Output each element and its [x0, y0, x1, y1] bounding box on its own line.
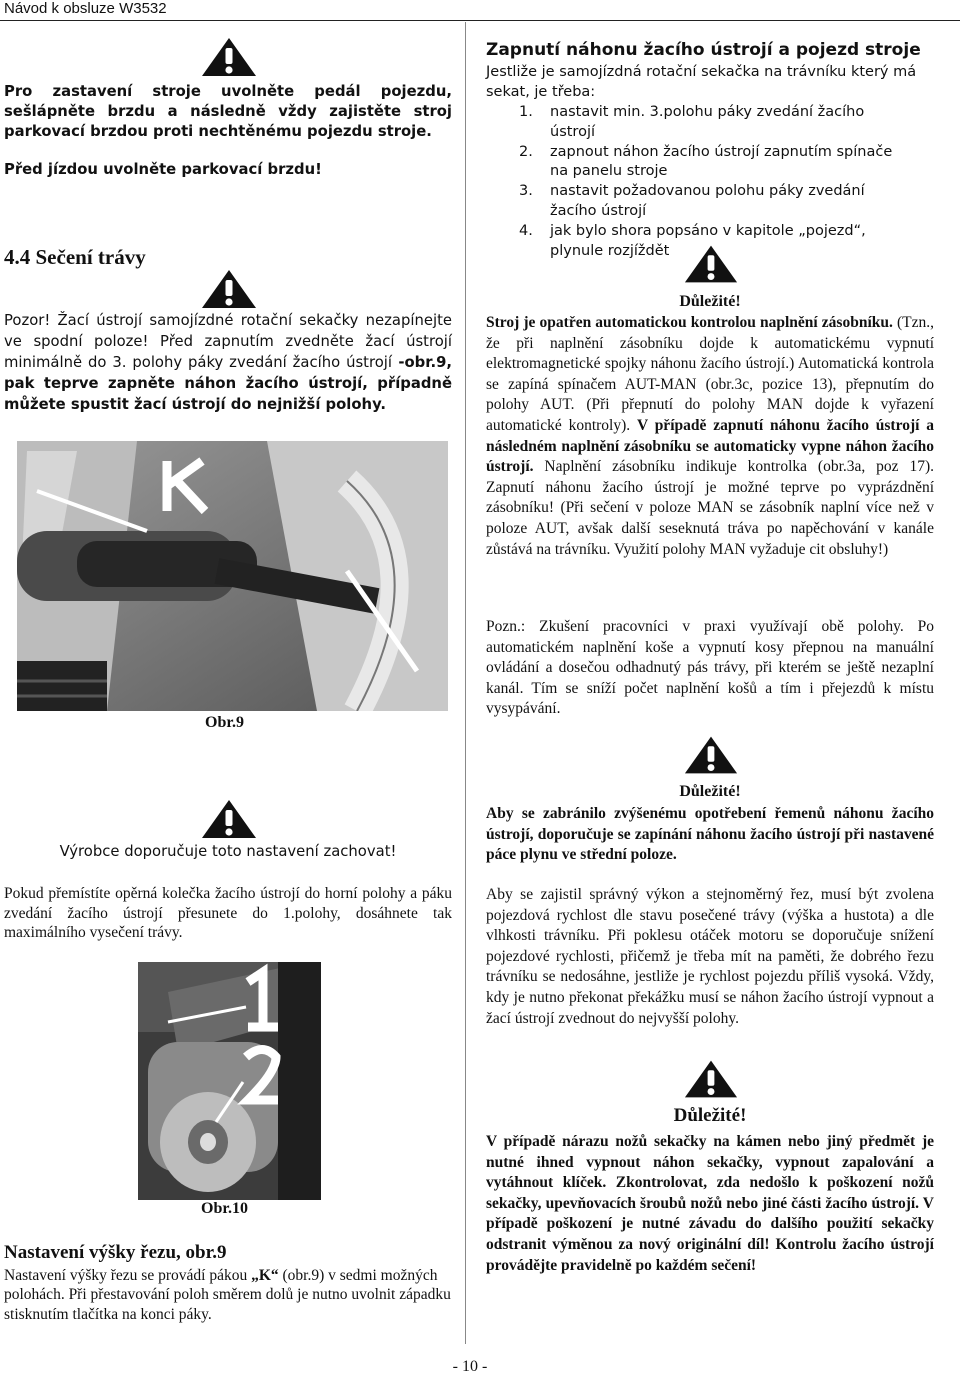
important-heading: Důležité! — [679, 783, 741, 800]
warning-icon — [683, 734, 739, 776]
list-item: 2. zapnout náhon žacího ústrojí zapnutím spínače na panelu stroje — [519, 143, 893, 180]
warning-icon — [683, 1058, 739, 1100]
manual-title: Návod k obsluze W3532 — [4, 0, 167, 17]
warning-icon — [200, 798, 258, 840]
list-item: 4. jak bylo shora popsáno v kapitole „pojezd“, plynule rozjíždět — [519, 222, 866, 259]
belt-warning: Aby se zabránilo zvýšenému opotřebení řemenů náhonu žacího ústrojí, doporučuje se zapínání náhonu žacího ústrojí při nastavené páce plynu ve střední poloze. — [486, 805, 934, 864]
speed-text: Aby se zajistil správný výkon a stejnoměrný řez, musí být zvolena pojezdová rychlost dle stavu posečené trávy (výška a hustota) a dle vlhkosti trávníku. Při poklesu otáček motoru se doporučuje snížení pojezdové rychlosti, přičemž je třeba mít na paměti, že dobrého řezu trávníku se nedosáhne, jestliže je rychlost pojezdu příliš vysoká. Vždy, kdy je nutno překonat překážku musí se náhon žacího ústrojí vypnout a žací ústrojí zvednout do nejvyšší polohy. — [486, 886, 934, 1027]
wheel-illustration — [138, 962, 321, 1200]
figure-caption: Obr.10 — [201, 1200, 248, 1217]
column-divider — [465, 22, 466, 1344]
list-item: 1. nastavit min. 3.polohu páky zvedání žacího ústrojí — [519, 104, 865, 140]
warning-icon — [200, 36, 258, 78]
section-title: Zapnutí náhonu žacího ústrojí a pojezd stroje — [486, 40, 921, 60]
impact-warning: V případě nárazu nožů sekačky na kámen nebo jiný předmět je nutné ihned vypnout náhon sekačky, vypnout zapalování a vytáhnout klíček. Zkontrolovat, zda nedošlo k poškození nožů sekačky, upevňovacích šroubů nožů nebo jiné části žacího ústrojí. V případě poškození je nutné závadu do dalšího použití sekačky odstranit výměnou za nový originální díl! Kontrolu žacího ústrojí provádějte pravidelně po každém sečení! — [486, 1133, 934, 1274]
important-heading: Důležité! — [679, 293, 741, 310]
mowing-warning: Pozor! Žací ústrojí samojízdné rotační sekačky nezapínejte ve spodní poloze! Před zapnutím zvedněte žací ústrojí minimálně do 3. polohy páky zvedání žacího ústrojí -obr.9, pak teprve zapněte náhon žacího ústrojí, případně můžete spustit žací ústrojí do nejnižší polohy. — [4, 312, 452, 413]
lever-illustration — [17, 441, 448, 711]
manufacturer-recommendation: Výrobce doporučuje toto nastavení zachovat! — [59, 843, 397, 860]
important-heading: Důležité! — [673, 1105, 747, 1126]
auto-control-text: Stroj je opatřen automatickou kontrolou naplnění zásobníku. (Tzn., že při naplnění zásobníku dojde k automatickému vypnutí elektromagnetické spojky náhonu žacího ústrojí.) Automatická kontrola se zapíná spínačem AUT-MAN (obr.3c, pozice 13), přepnutím do polohy AUT. (Při přepnutí do polohy MAN dojde k vyřazení automatické kontroly). V případě zapnutí náhonu žacího ústrojí a následném naplnění zásobníku se automaticky vypne náhon žacího ústrojí. Naplnění zásobníku indikuje kontrolka (obr.3a, poz 17). Zapnutí náhonu žacího ústrojí je možné teprve po vyprázdnění zásobníku! (Při sečení v poloze MAN se zásobník naplní více než v poloze AUT, avšak další seseknutá tráva po napěchování v kanále zůstává na trávníku. Využití polohy MAN vyžaduje cit obsluhy!) — [486, 314, 934, 558]
figure-caption: Obr.9 — [205, 714, 244, 731]
cut-height-text: Nastavení výšky řezu se provádí pákou „K“ (obr.9) v sedmi možných polohách. Při přestavování poloh směrem dolů je nutno uvolnit západku stisknutím tlačítka na konci páky. — [4, 1267, 451, 1323]
list-item: 3. nastavit požadovanou polohu páky zvedání žacího ústrojí — [519, 183, 865, 219]
lever-photo — [17, 441, 448, 711]
intro-text: Jestliže je samojízdná rotační sekačka na trávníku který má sekat, je třeba: — [486, 64, 917, 100]
wheel-instructions: Pokud přemístíte opěrná kolečka žacího ústrojí do horní polohy a páku zvedání žacího ústrojí přesunete do 1.polohy, dosáhnete tak maximálního vysečení trávy. — [4, 885, 452, 942]
warning-icon — [683, 243, 739, 285]
brake-note: Před jízdou uvolněte parkovací brzdu! — [4, 161, 322, 178]
page-number: - 10 - — [452, 1358, 488, 1375]
steps-list — [486, 103, 910, 261]
warning-icon — [200, 268, 258, 310]
section-title: 4.4 Sečení trávy — [4, 245, 146, 269]
stop-instructions: Pro zastavení stroje uvolněte pedál pojezdu, sešlápněte brzdu a následně vždy zajistěte stroj parkovací brzdou proti nechtěnému pojezdu stroje. — [4, 83, 452, 140]
note-text: Pozn.: Zkušení pracovníci v praxi využívají obě polohy. Po automatickém naplnění koše a vypnutí kosy přepnou na manuální ovládání a dosečou odhadnutý pás trávy, při kterém se ještě nezaplní kanál. Tím se sníží počet naplnění košů a tím i přejezdů k místu vysypávání. — [486, 618, 934, 718]
page-header — [0, 0, 960, 21]
wheel-photo — [138, 962, 321, 1200]
section-title: Nastavení výšky řezu, obr.9 — [4, 1242, 227, 1263]
